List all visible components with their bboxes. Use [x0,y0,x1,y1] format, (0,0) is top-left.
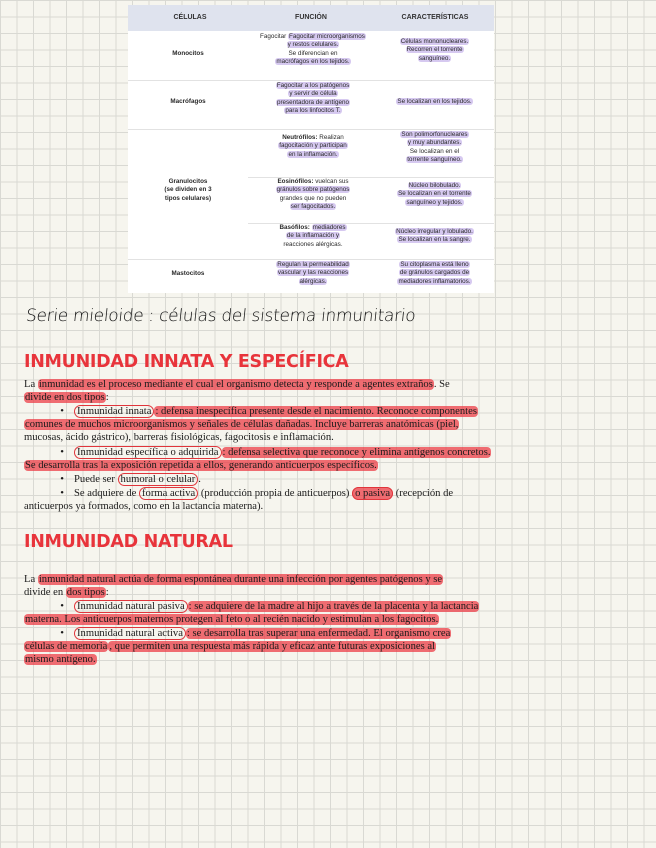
cell-line: tipos celulares) [164,194,212,202]
bullet-innata [24,405,619,445]
char-line: Se localizan en los tejidos. [397,98,472,105]
text: Puede ser [74,474,118,485]
highlight: , que permiten una respuesta más rápida y eficaz ante futuras exposiciones al [109,641,436,653]
row-divider [128,80,494,81]
fn-line: vuelcan sus [315,178,349,185]
cell-macrofagos: Macrófagos [170,98,206,105]
handwritten-note: Serie mieloide : células del sistema inmunitario [24,306,417,326]
neutro-title: Neutrófilos: [282,134,318,141]
char-line: torrente sanguíneo. [407,155,462,163]
eosino-title: Eosinófilos: [277,178,314,185]
fn-line: reacciones alérgicas. [283,240,343,248]
fn-line: de la inflamación y [286,232,340,240]
char-eosinofilos [382,182,487,207]
highlight: : defensa inespecífica presente desde el nacimiento. Reconoce componentes [155,406,477,417]
fn-line: para los linfocitos T. [285,106,341,114]
section-title-innata: INMUNIDAD INNATA Y ESPECÍFICA [24,352,349,372]
function-basofilos [248,224,378,249]
char-line: Su citoplasma está lleno [400,261,469,268]
boxed-term: forma activa [139,487,198,500]
text: La [24,574,38,585]
row-divider [128,129,494,130]
section1-intro [24,378,619,404]
char-line: Núcleo irregular y lobulado. [396,228,473,235]
fn-line: gránulos sobre patógenos [276,186,350,194]
char-line: Se localizan en el torrente [398,190,471,198]
text: . Se [433,379,450,390]
char-mastocitos [382,261,487,286]
text: mucosas, ácido gástrico), barreras fisiológicas, fagocitosis e inflamación. [24,432,334,444]
boxed-term: humoral o celular [118,473,199,486]
text: : [105,392,109,404]
highlight: : se adquiere de la madre al hijo a través de la placenta y la lactancia [188,601,479,612]
char-line: Núcleo bilobulado. [408,182,461,189]
fn-line: presentadora de antígeno [276,98,350,106]
header-characteristics: CARACTERÍSTICAS [401,14,469,21]
boxed-term: Inmunidad natural pasiva [74,600,188,613]
text: divide en [24,587,66,599]
highlight: mismo antígeno. [25,654,96,666]
char-macrofagos [382,98,487,106]
function-macrofagos [248,82,378,115]
bullet: • [60,628,64,639]
fn-line: ser fagocitados. [290,202,336,210]
table-header [128,5,494,31]
bullet: • [60,488,64,499]
fn-line: macrófagos en los tejidos. [276,57,350,65]
fn-line: Realizan [319,134,344,141]
highlight: inmunidad natural actúa de forma espontánea durante una infección por agentes patógenos y se [38,574,443,585]
text: : [105,587,109,599]
highlight: células de memoria [25,641,108,653]
highlight: materna. Los anticuerpos maternos protegen al feto o al recién nacido y estimulan a los fagocitos. [25,614,439,626]
char-line: Se localizan en el [409,147,460,155]
baso-title: Basófilos: [279,224,310,231]
highlight: divide en dos tipos [25,392,105,404]
char-line: mediadores inflamatorios. [398,277,471,285]
text: (producción propia de anticuerpos) [198,488,353,499]
function-mastocitos [248,261,378,286]
text: La [24,379,38,390]
boxed-term: o pasiva [352,487,393,500]
cell-monocitos: Monocitos [172,50,204,57]
char-neutrofilos [382,131,487,164]
cell-line: (se dividen en 3 [164,186,212,194]
boxed-term: Inmunidad específica o adquirida [74,446,222,459]
text: Se adquiere de [74,488,140,499]
highlight: Se desarrolla tras la exposición repetida a ellos, generando anticuerpos específicos. [25,460,377,472]
char-line: Células mononucleares. [400,38,469,45]
bullet: • [60,474,64,485]
text: (recepción de [393,488,454,499]
fn-line: grandes que no pueden [279,194,347,202]
bullet-natural-activa [24,627,619,667]
cell-granulocitos [148,178,228,203]
header-cells: CÉLULAS [173,14,207,21]
fn-line: Se diferencian en [288,49,338,57]
char-line: y muy abundantes. [407,139,462,147]
text: anticuerpos ya formados, como en la lactancia materna). [24,501,264,513]
char-line: Son polimorfonucleares [401,131,468,138]
cell-mastocitos: Mastocitos [171,270,205,277]
bullet: • [60,447,64,458]
char-line: de gránulos cargados de [399,269,470,277]
bullet-natural-pasiva [24,600,619,626]
highlight: : se desarrolla tras superar una enfermedad. El organismo crea [186,628,451,639]
fn-line: vascular y las reacciones [277,269,349,277]
row-divider [128,259,494,260]
highlight: inmunidad es el proceso mediante el cual el organismo detecta y responde a agentes extraños [38,379,433,390]
highlight: : defensa selectiva que reconoce y elimina antígenos concretos. [222,447,491,458]
fn-line: fagocitación y participan [279,142,347,150]
char-line: sanguíneo y tejidos. [406,198,463,206]
highlight: comunes de muchos microorganismos y señales de células dañadas. Incluye barreras anatómicas (piel, [25,419,459,431]
section2-intro [24,573,619,599]
fn-line: y servir de célula [289,90,337,98]
bullet-humoral [24,473,619,486]
highlight: dos tipos [66,587,105,599]
function-neutrofilos [248,134,378,159]
char-basofilos [382,228,487,245]
bullet: • [60,406,64,417]
text: . [198,474,201,485]
char-line: Se localizan en la sangre. [398,236,471,244]
header-function: FUNCIÓN [295,14,327,21]
cell-line: Granulocitos [168,178,208,185]
boxed-term: Inmunidad natural activa [74,627,186,640]
boxed-term: Inmunidad innata [74,405,154,418]
char-line: Recorren el torrente [406,46,463,54]
fn-line: Regulan la permeabilidad [277,261,349,268]
immune-cells-table [128,5,494,293]
fn-line: en la inflamación. [288,150,338,158]
fn-line: mediadores [312,224,346,231]
bullet-forma [24,487,619,513]
fn-line: alérgicas. [299,277,327,285]
section-title-natural: INMUNIDAD NATURAL [24,532,233,552]
function-eosinofilos [248,178,378,211]
char-monocitos [382,38,487,63]
function-monocitos: Fagocitar Fagocitar microorganismos y restos celulares. Se diferencian en macrófagos en los tejidos. [248,33,378,66]
char-line: sanguíneo. [418,54,451,62]
fn-line: y restos celulares. [287,41,339,49]
fn-line: Fagocitar a los patógenos [276,82,350,89]
bullet: • [60,601,64,612]
fn-line: Fagocitar microorganismos [289,33,365,40]
bullet-especifica [24,446,619,472]
